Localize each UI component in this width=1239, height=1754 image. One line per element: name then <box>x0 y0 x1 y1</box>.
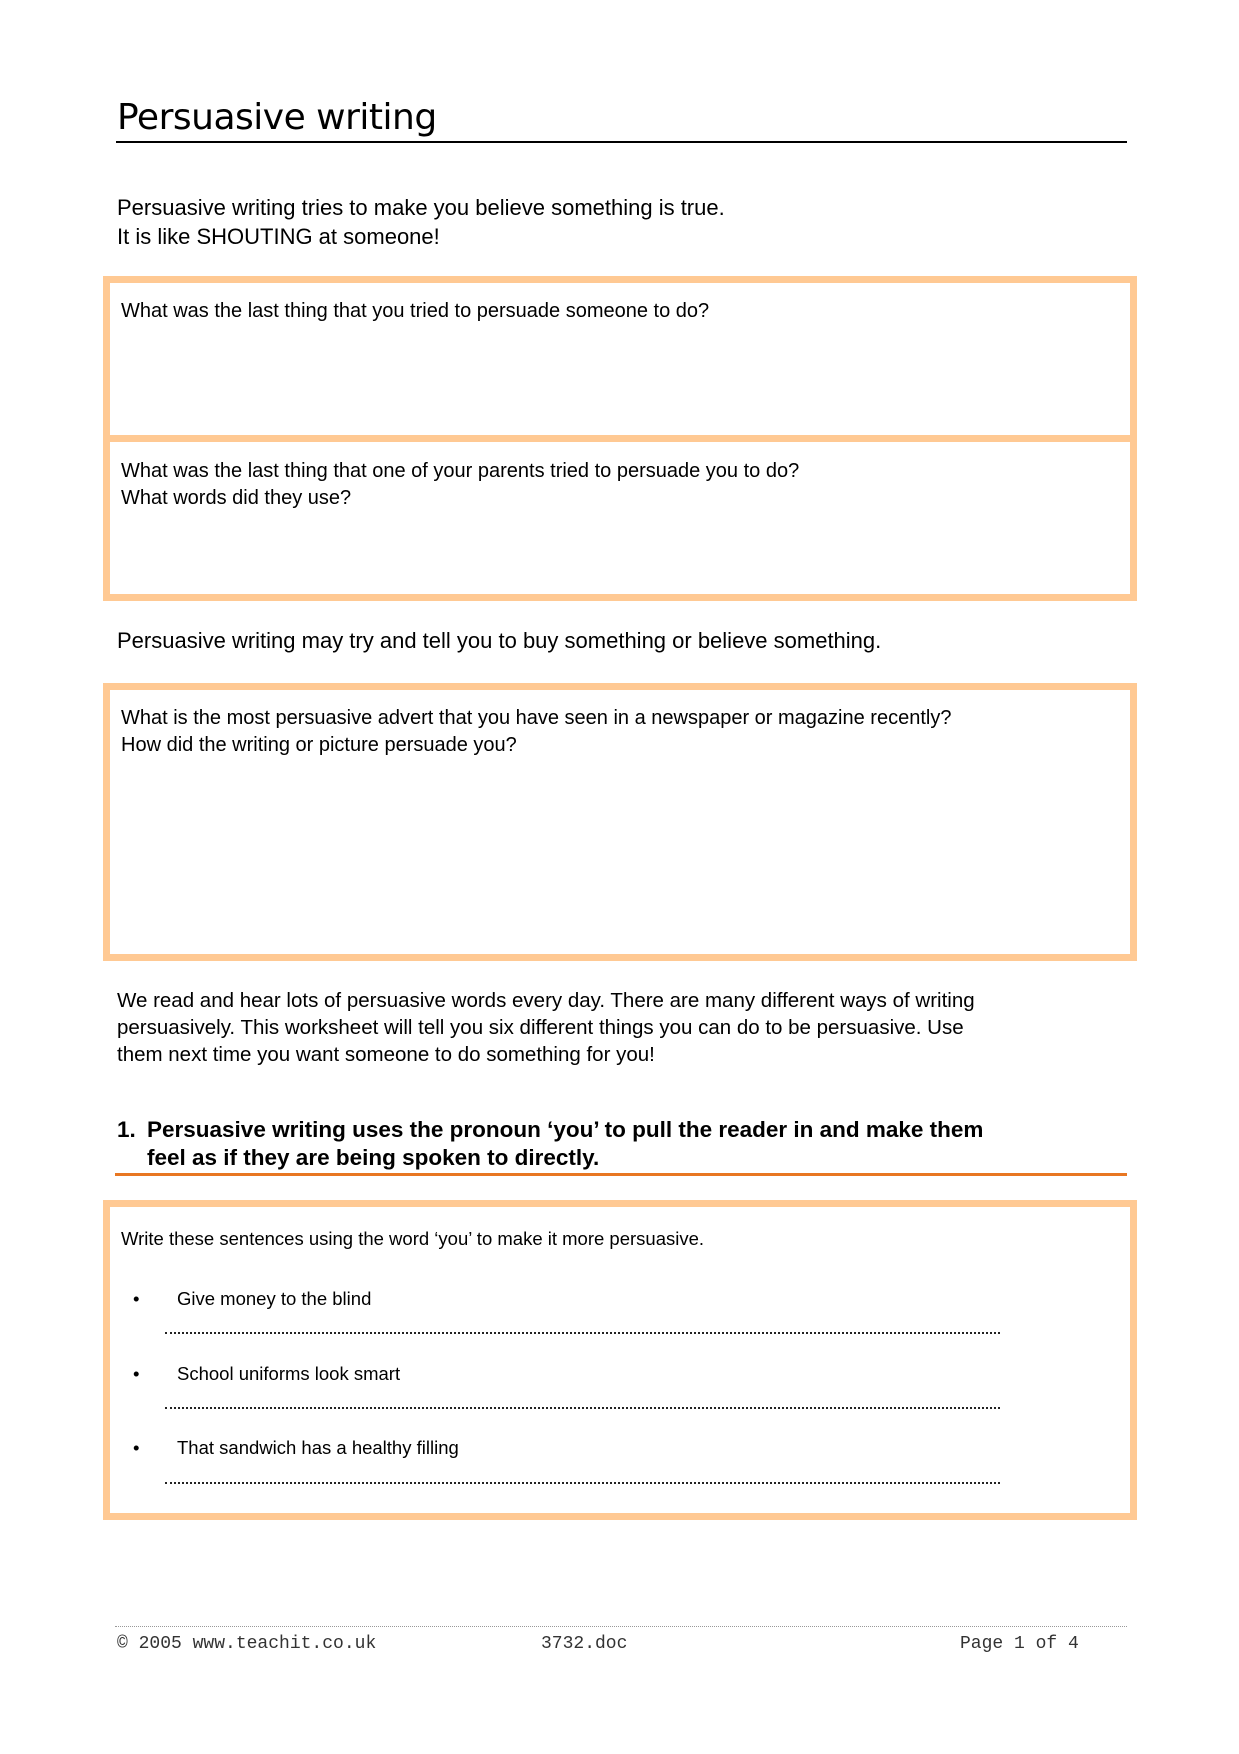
page-title: Persuasive writing <box>117 97 437 138</box>
section-heading-underline <box>115 1173 1127 1176</box>
section-1-heading <box>117 1116 1127 1172</box>
footer-copyright: © 2005 www.teachit.co.uk <box>117 1634 377 1654</box>
section-1-heading-text-1: Persuasive writing uses the pronoun ‘you’ to pull the reader in and make them <box>147 1117 984 1142</box>
answer-line-2[interactable] <box>165 1407 1000 1409</box>
question-last-persuasion: What was the last thing that you tried to persuade someone to do? <box>121 300 710 322</box>
explanation-text <box>117 987 975 1068</box>
question-advert <box>121 705 951 759</box>
bullet-icon: • <box>133 1363 140 1384</box>
exercise-item-text: Give money to the blind <box>177 1288 372 1309</box>
section-1-heading-line-1 <box>117 1116 1127 1144</box>
exercise-item-text: School uniforms look smart <box>177 1363 401 1384</box>
intro-text <box>117 193 725 251</box>
explanation-line-2: persuasively. This worksheet will tell you six different things you can do to be persuasive. Use <box>117 1016 964 1039</box>
question-parents-persuasion <box>121 458 799 512</box>
intro-line-2: It is like SHOUTING at someone! <box>117 224 440 249</box>
footer-page-number: Page 1 of 4 <box>960 1634 1079 1654</box>
exercise-item <box>133 1287 371 1311</box>
question-parents-line-2: What words did they use? <box>121 487 352 509</box>
exercise-instruction: Write these sentences using the word ‘you’ to make it more persuasive. <box>121 1228 705 1249</box>
title-underline <box>116 141 1127 143</box>
question-parents-line-1: What was the last thing that one of your parents tried to persuade you to do? <box>121 460 800 482</box>
explanation-line-3: them next time you want someone to do something for you! <box>117 1043 655 1066</box>
section-number: 1. <box>117 1117 136 1142</box>
exercise-item <box>133 1362 400 1386</box>
question-box-1 <box>103 276 1137 601</box>
explanation-line-1: We read and hear lots of persuasive words every day. There are many different ways of writing <box>117 989 975 1012</box>
bullet-icon: • <box>133 1437 140 1458</box>
statement-text: Persuasive writing may try and tell you to buy something or believe something. <box>117 628 882 653</box>
exercise-box <box>103 1200 1137 1520</box>
answer-line-1[interactable] <box>165 1332 1000 1334</box>
bullet-icon: • <box>133 1288 140 1309</box>
question-box-2 <box>103 683 1137 961</box>
exercise-item <box>133 1436 459 1460</box>
exercise-item-text: That sandwich has a healthy filling <box>177 1437 459 1458</box>
question-advert-line-2: How did the writing or picture persuade you? <box>121 734 517 756</box>
answer-line-3[interactable] <box>165 1482 1000 1484</box>
box-divider <box>110 435 1130 442</box>
question-advert-line-1: What is the most persuasive advert that you have seen in a newspaper or magazine recently? <box>121 707 952 729</box>
footer-filename: 3732.doc <box>541 1634 628 1654</box>
footer-divider <box>115 1626 1127 1627</box>
intro-line-1: Persuasive writing tries to make you believe something is true. <box>117 195 725 220</box>
section-1-heading-line-2: feel as if they are being spoken to directly. <box>147 1145 600 1170</box>
